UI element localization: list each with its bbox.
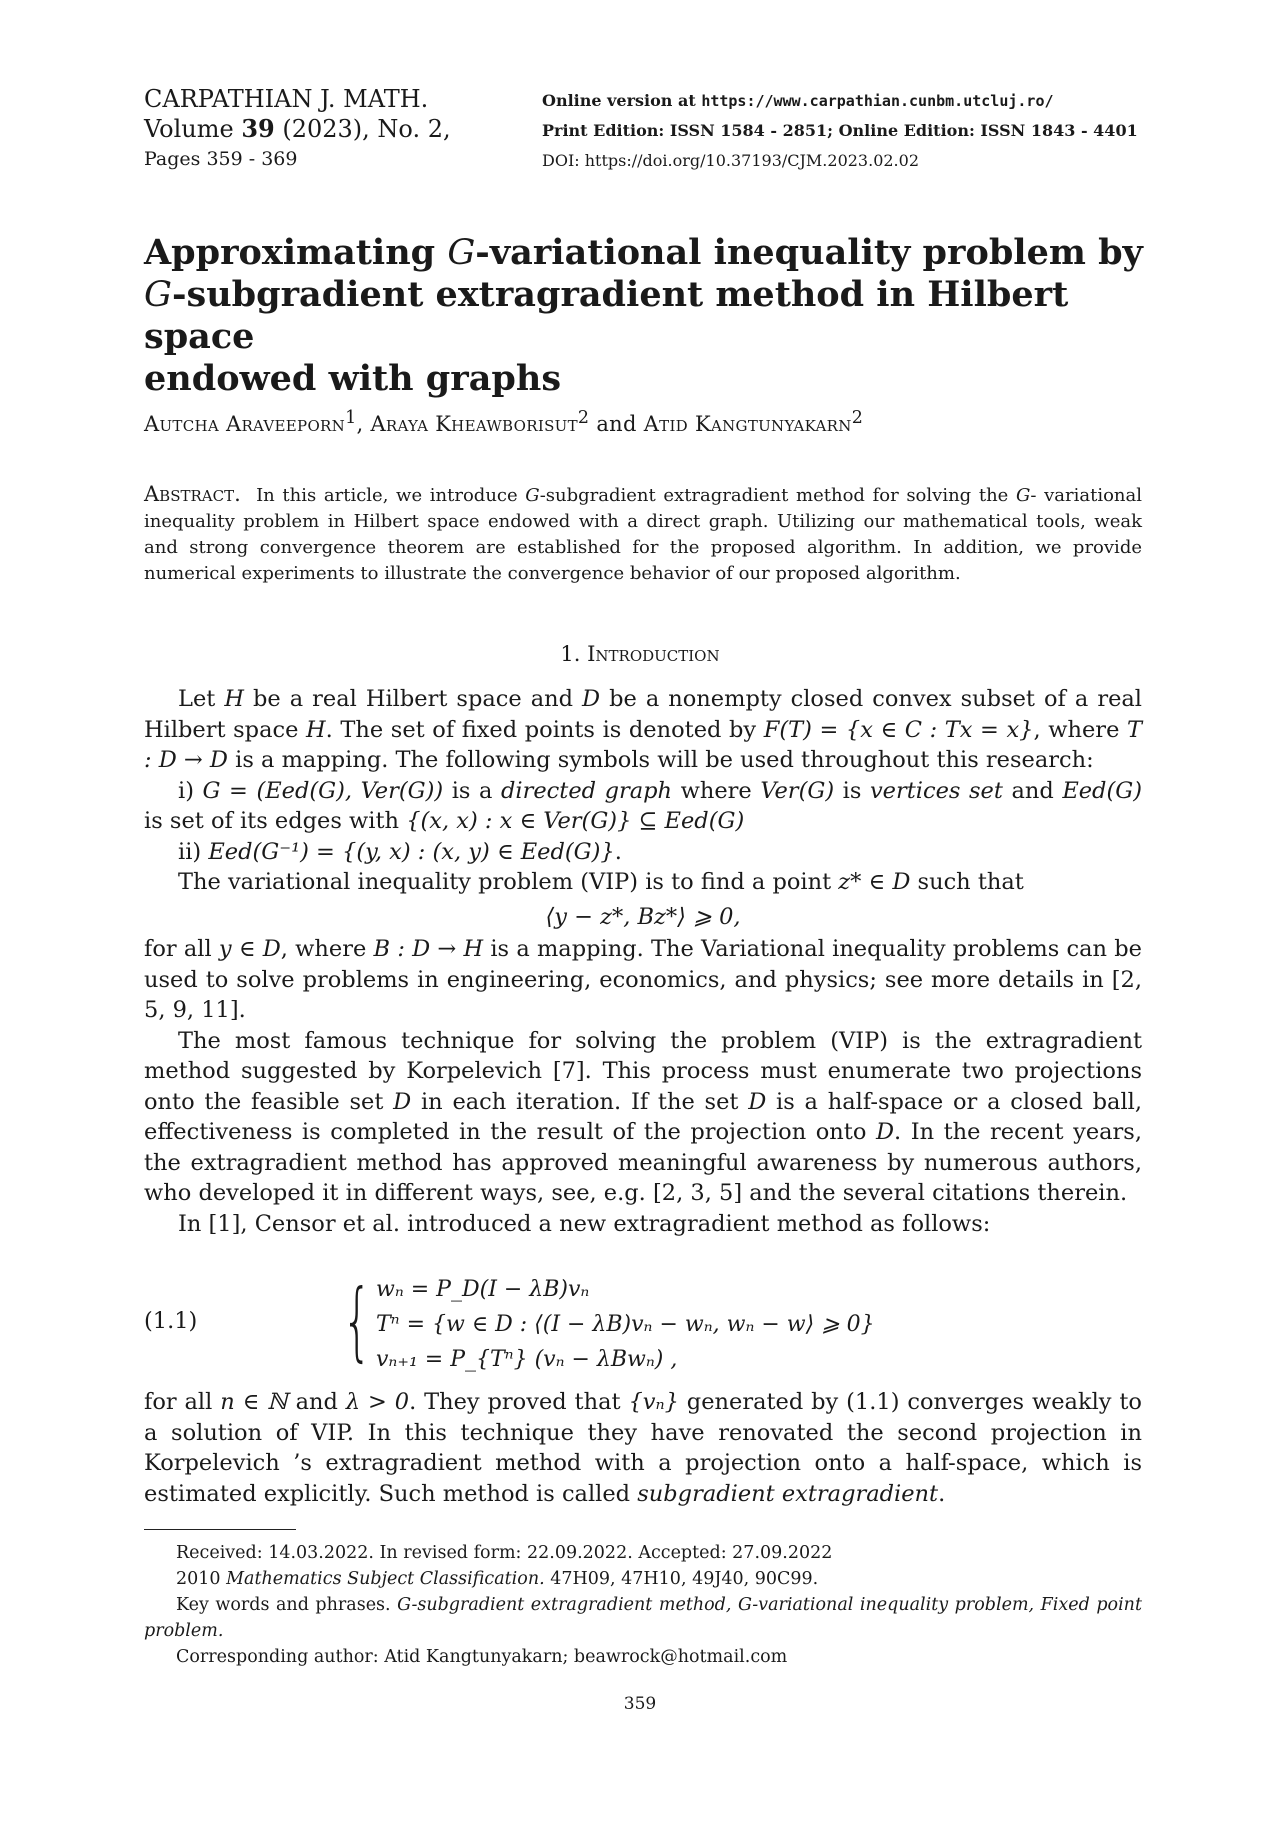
equation-line: Tⁿ = {w ∈ D : ⟨(I − λB)vₙ − wₙ, wₙ − w⟩ ⩾ 0} [376, 1312, 875, 1337]
list-item: i) G = (Eed(G), Ver(G)) is a directed graph where Ver(G) is vertices set and Eed(G) is set of its edges with {(x, x) : x ∈ Ver(G)} ⊆ Eed(G) [144, 777, 1142, 834]
page-range: Pages 359 - 369 [144, 148, 298, 170]
doi[interactable]: DOI: https://doi.org/10.37193/CJM.2023.02.02 [542, 151, 919, 170]
msc: 2010 Mathematics Subject Classification. 47H09, 47H10, 49J40, 90C99. [176, 1569, 819, 1589]
equation-system [376, 1272, 875, 1377]
paragraph: for all n ∈ ℕ and λ > 0. They proved that {vₙ} generated by (1.1) converges weakly to a solution of VIP. In this technique they have renovated the second projection in Korpelevich ’s extragradient method with a projection onto a half-space, which is estimated explicitly. Such method is called subgradient extragradient. [144, 1389, 1142, 1507]
paragraph: In [1], Censor et al. introduced a new extragradient method as follows: [178, 1210, 991, 1237]
paragraph: Let H be a real Hilbert space and D be a nonempty closed convex subset of a real Hilbert space H. The set of fixed points is denoted by F(T) = {x ∈ C : Tx = x}, where T : D → D is a mapping. The following symbols will be used throughout this research: [144, 686, 1143, 773]
equation-line: wₙ = P_D(I − λB)vₙ [376, 1277, 590, 1302]
journal-header [144, 84, 451, 174]
brace: { [342, 1271, 373, 1371]
author-1: Autcha Araveeporn [144, 412, 346, 436]
paragraph: for all y ∈ D, where B : D → H is a mapping. The Variational inequality problems can be used to solve problems in engineering, economics, and physics; see more details in [2, 5, 9, 11]. [144, 936, 1142, 1023]
footnote-rule [144, 1529, 296, 1530]
volume-number: 39 [241, 114, 275, 143]
footnotes [144, 1540, 1142, 1670]
online-version: Online version at https://www.carpathian.cunbm.utcluj.ro/ [542, 91, 1054, 110]
page-number: 359 [623, 1694, 657, 1714]
author-2: Araya Kheawborisut [370, 412, 578, 436]
equation-label: (1.1) [144, 1308, 198, 1334]
volume-line: Volume 39 (2023), No. 2, [144, 114, 451, 143]
author-list: Autcha Araveeporn$^1$, Araya Kheawborisut$^2$ and Atid Kangtunyakarn$^2$ [144, 408, 864, 436]
paragraph: The variational inequality problem (VIP) is to find a point z* ∈ D such that [178, 869, 1024, 895]
journal-name: CARPATHIAN J. MATH. [144, 85, 429, 113]
abstract: Abstract. In this article, we introduce G-subgradient extragradient method for solving the G- variational inequality problem in Hilbert space endowed with a direct graph. Utilizing our mathematical tools, weak and strong convergence theorem are established for the proposed algorithm. In addition, we provide numerical experiments to illustrate the convergence behavior of our proposed algorithm. [144, 482, 1142, 584]
edition-info [542, 86, 1138, 176]
received-dates: Received: 14.03.2022. In revised form: 22.09.2022. Accepted: 27.09.2022 [176, 1543, 833, 1563]
online-url[interactable]: https://www.carpathian.cunbm.utcluj.ro/ [701, 92, 1054, 110]
list-item: ii) Eed(G⁻¹) = {(y, x) : (x, y) ∈ Eed(G)}. [178, 838, 622, 865]
abstract-label: Abstract. [144, 482, 241, 506]
paragraph: The most famous technique for solving the problem (VIP) is the extragradient method suggested by Korpelevich [7]. This process must enumerate two projections onto the feasible set D in each iteration. If the set D is a half-space or a closed ball, effectiveness is completed in the result of the projection onto D. In the recent years, the extragradient method has approved meaningful awareness by numerous authors, who developed it in different ways, see, e.g. [2, 3, 5] and the several citations therein. [144, 1027, 1142, 1206]
print-edition: Print Edition: ISSN 1584 - 2851; Online Edition: ISSN 1843 - 4401 [542, 121, 1138, 140]
paper-title: Approximating G-variational inequality problem by G-subgradient extragradient method in Hilbert space endowed with graphs [144, 232, 1143, 399]
corresponding-author: Corresponding author: Atid Kangtunyakarn; beawrock@hotmail.com [176, 1647, 788, 1667]
intro-body [144, 684, 1142, 1239]
keywords: Key words and phrases. G-subgradient extragradient method, G-variational inequality problem, Fixed point problem. [144, 1595, 1142, 1641]
vip-equation: ⟨y − z*, Bz*⟩ ⩾ 0, [545, 903, 741, 930]
author-3: Atid Kangtunyakarn [643, 412, 852, 436]
section-heading: 1. Introduction [560, 642, 720, 666]
equation-line: vₙ₊₁ = P_{Tⁿ} (vₙ − λBwₙ) , [376, 1347, 678, 1372]
